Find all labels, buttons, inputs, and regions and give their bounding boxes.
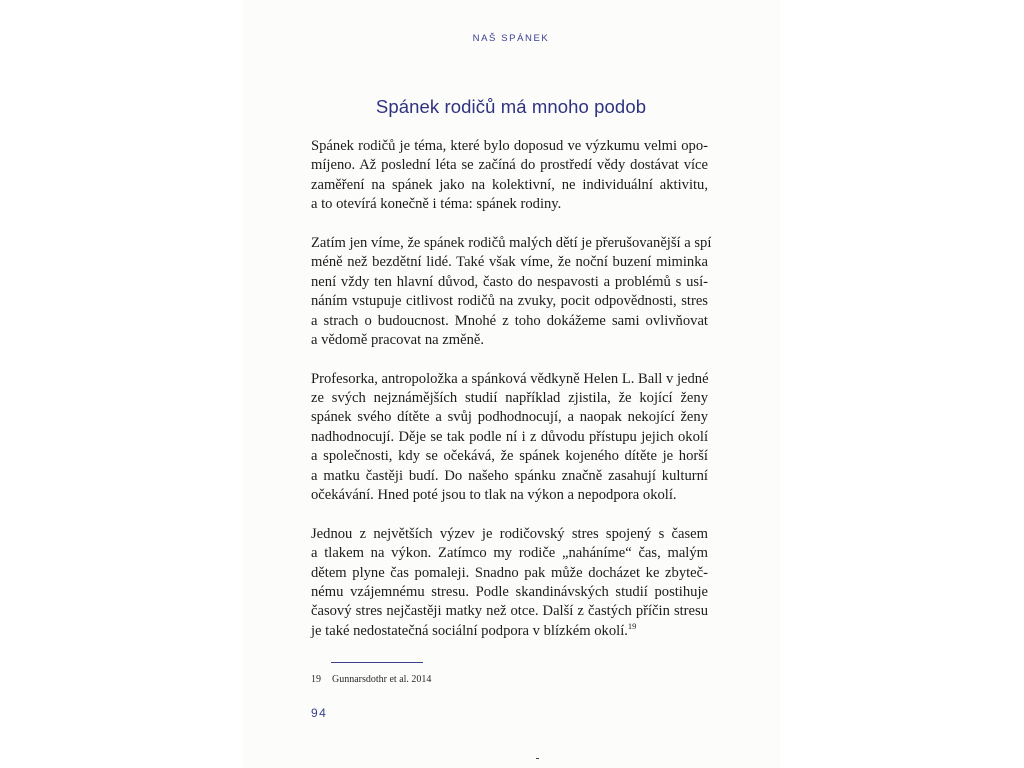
text-line-with-ref [311, 622, 708, 641]
text-line: míjeno. Až poslední léta se začíná do prostředí vědy dostávat více [311, 157, 708, 174]
text-line: a vědomě pracovat na změně. [311, 331, 485, 348]
text-line: není vždy ten hlavní důvod, často do nespavosti a problémů s usí- [311, 273, 708, 290]
footnote-divider [331, 662, 423, 663]
text-line: a to otevírá konečně i téma: spánek rodiny. [311, 196, 562, 213]
text-line: Spánek rodičů je téma, které bylo doposud ve výzkumu velmi opo- [311, 138, 708, 154]
text-line: zaměření na spánek jako na kolektivní, ne individuální aktivitu, [311, 176, 708, 193]
footnote [311, 674, 431, 685]
footnote-text: Gunnarsdothr et al. 2014 [332, 674, 432, 685]
body-text [311, 137, 712, 661]
text-line: a společnosti, kdy se očekává, že spánek kojeného dítěte je horší [311, 448, 708, 465]
text-line: Zatím jen víme, že spánek rodičů malých dětí je přerušovanější a spí [311, 234, 712, 251]
text-line: a matku častěji budí. Do našeho spánku značně zasahují kulturní [311, 467, 708, 484]
text-line: méně než bezdětní lidé. Také však víme, že noční buzení miminka [311, 254, 708, 271]
text-line: ze svých nejznámějších studií například zjistila, že kojící ženy [311, 390, 708, 407]
text-line: očekávání. Hned poté jsou to tlak na výkon a nepodpora okolí. [311, 487, 677, 504]
text-line: dětem plyne čas pomaleji. Snadno pak může docházet ke zbyteč- [311, 564, 708, 581]
chapter-title: Spánek rodičů má mnoho podob [375, 96, 647, 117]
text-line: spánek svého dítěte a svůj podhodnocují, a naopak nekojící ženy [311, 409, 708, 426]
text-line: Jednou z největších výzev je rodičovský stres spojený s časem [311, 525, 708, 542]
running-head: NAŠ SPÁNEK [472, 33, 550, 44]
paragraph-1 [311, 137, 708, 215]
paragraph-4 [311, 525, 708, 641]
text-line: a tlakem na výkon. Zatímco my rodiče „naháníme“ čas, malým [311, 545, 708, 562]
footnote-reference[interactable]: 19 [627, 620, 637, 631]
page-number: 94 [311, 706, 328, 720]
book-page [242, 0, 780, 768]
text-line: Profesorka, antropoložka a spánková vědkyně Helen L. Ball v jedné [311, 370, 709, 387]
paragraph-2 [311, 234, 712, 350]
text-line: nadhodnocují. Děje se tak podle ní i z důvodu přístupu jejich okolí [311, 428, 708, 445]
text-line: časový stres nejčastěji matky než otce. Další z častých příčin stresu [311, 603, 708, 620]
text-line: je také nedostatečná sociální podpora v blízkém okolí. [311, 622, 628, 639]
text-line: nému vzájemnému stresu. Podle skandinávských studií postihuje [311, 583, 708, 600]
text-line: náním vstupuje citlivost rodičů na zvuky, pocit odpovědnosti, stres [311, 293, 708, 310]
footnote-number: 19 [311, 674, 321, 685]
scan-speck [536, 758, 539, 759]
paragraph-3 [311, 370, 708, 506]
text-line: a strach o budoucnost. Mnohé z toho dokážeme sami ovlivňovat [311, 312, 708, 329]
